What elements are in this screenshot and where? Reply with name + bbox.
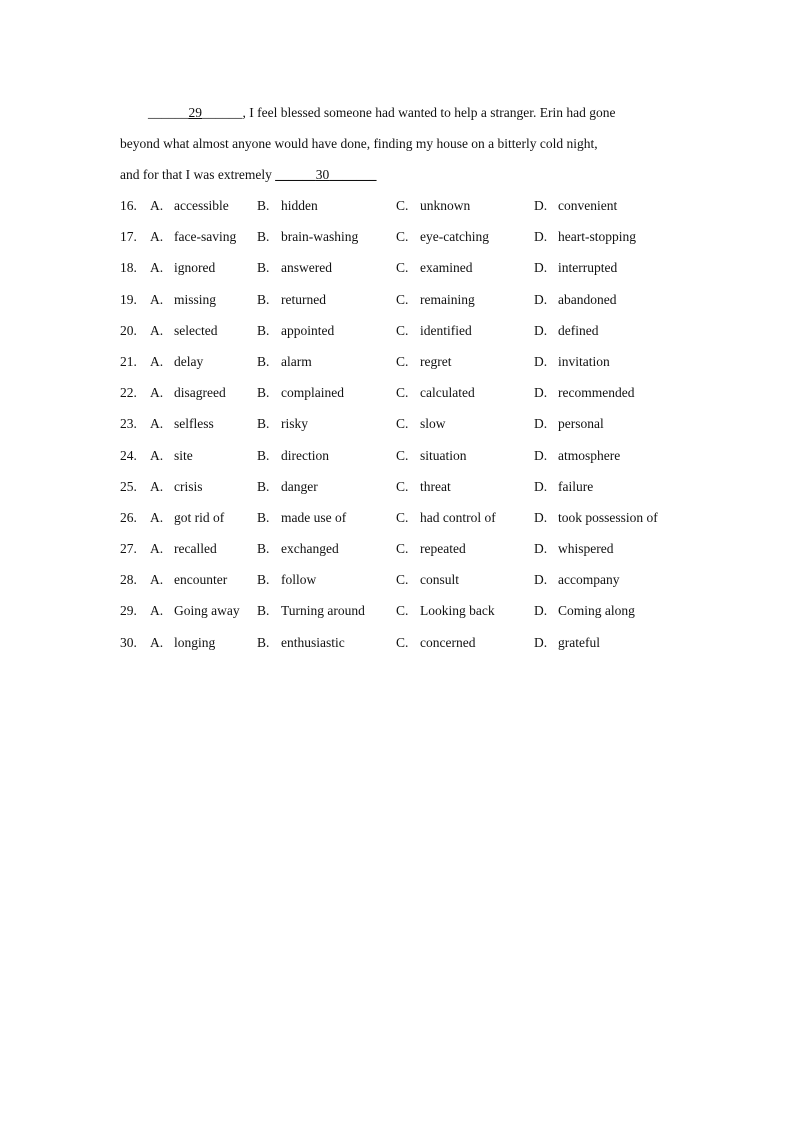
option-letter-a: A.	[150, 229, 164, 245]
option-c: calculated	[420, 385, 475, 401]
option-letter-d: D.	[534, 603, 548, 619]
option-letter-b: B.	[257, 478, 270, 494]
question-number: 22.	[120, 385, 137, 401]
option-d: recommended	[558, 385, 635, 401]
option-a: selected	[174, 322, 218, 338]
option-d: accompany	[558, 572, 620, 588]
option-d: atmosphere	[558, 447, 621, 463]
option-c: eye-catching	[420, 229, 489, 245]
option-letter-b: B.	[257, 572, 270, 588]
option-d: convenient	[558, 198, 618, 213]
option-b: hidden	[281, 198, 318, 213]
option-letter-a: A.	[150, 260, 164, 276]
question-row	[120, 505, 690, 536]
option-letter-b: B.	[257, 198, 270, 213]
question-row	[120, 536, 690, 567]
option-letter-d: D.	[534, 509, 548, 525]
option-letter-b: B.	[257, 291, 270, 307]
option-letter-d: D.	[534, 260, 548, 276]
question-number: 28.	[120, 572, 137, 588]
question-number: 20.	[120, 322, 137, 338]
question-list	[120, 193, 690, 661]
option-letter-b: B.	[257, 353, 270, 369]
option-a: encounter	[174, 572, 228, 588]
question-number: 16.	[120, 198, 137, 213]
question-row	[120, 318, 690, 349]
question-row	[120, 287, 690, 318]
option-letter-c: C.	[396, 509, 409, 525]
question-number: 23.	[120, 416, 137, 432]
option-d: whispered	[558, 541, 614, 557]
option-letter-d: D.	[534, 541, 548, 557]
question-row	[120, 349, 690, 380]
option-b: enthusiastic	[281, 634, 345, 650]
option-letter-b: B.	[257, 541, 270, 557]
option-letter-b: B.	[257, 634, 270, 650]
option-c: had control of	[420, 509, 496, 525]
question-number: 25.	[120, 478, 137, 494]
option-letter-a: A.	[150, 509, 164, 525]
option-letter-a: A.	[150, 541, 164, 557]
option-letter-d: D.	[534, 478, 548, 494]
question-number: 18.	[120, 260, 137, 276]
option-letter-a: A.	[150, 385, 164, 401]
option-letter-a: A.	[150, 416, 164, 432]
option-c: situation	[420, 447, 467, 463]
option-letter-c: C.	[396, 478, 409, 494]
option-c: regret	[420, 353, 452, 369]
option-letter-c: C.	[396, 572, 409, 588]
option-b: returned	[281, 291, 326, 307]
option-letter-b: B.	[257, 509, 270, 525]
passage-line-3	[120, 162, 680, 193]
option-letter-b: B.	[257, 385, 270, 401]
option-letter-a: A.	[150, 634, 164, 650]
option-d: took possession of	[558, 509, 658, 525]
question-number: 17.	[120, 229, 137, 245]
option-letter-d: D.	[534, 322, 548, 338]
option-a: longing	[174, 634, 216, 650]
option-letter-d: D.	[534, 634, 548, 650]
option-d: interrupted	[558, 260, 618, 276]
question-row	[120, 411, 690, 442]
option-letter-d: D.	[534, 385, 548, 401]
option-letter-a: A.	[150, 572, 164, 588]
option-c: Looking back	[420, 603, 495, 619]
option-b: made use of	[281, 509, 347, 525]
option-d: Coming along	[558, 603, 635, 619]
option-letter-d: D.	[534, 291, 548, 307]
option-letter-a: A.	[150, 478, 164, 494]
blank-29: ______29______	[148, 105, 243, 120]
option-letter-c: C.	[396, 416, 409, 432]
passage-line-2: beyond what almost anyone would have done, finding my house on a bitterly cold night,	[120, 136, 598, 151]
option-b: brain-washing	[281, 229, 359, 245]
option-a: disagreed	[174, 385, 226, 401]
option-letter-d: D.	[534, 416, 548, 432]
option-c: examined	[420, 260, 473, 276]
option-c: slow	[420, 416, 446, 432]
option-b: follow	[281, 572, 317, 588]
blank-30: ______30_______	[275, 167, 377, 182]
option-letter-c: C.	[396, 603, 409, 619]
option-a: accessible	[174, 198, 229, 213]
option-letter-d: D.	[534, 447, 548, 463]
question-number: 24.	[120, 447, 137, 463]
option-letter-c: C.	[396, 291, 409, 307]
option-letter-c: C.	[396, 541, 409, 557]
option-letter-a: A.	[150, 603, 164, 619]
question-number: 19.	[120, 291, 137, 307]
option-letter-c: C.	[396, 322, 409, 338]
option-letter-b: B.	[257, 322, 270, 338]
option-letter-c: C.	[396, 385, 409, 401]
passage	[120, 100, 680, 193]
option-letter-d: D.	[534, 572, 548, 588]
option-a: delay	[174, 353, 204, 369]
option-letter-a: A.	[150, 198, 164, 213]
option-b: risky	[281, 416, 308, 432]
passage-line-1	[120, 100, 680, 131]
question-row	[120, 193, 690, 224]
question-row	[120, 630, 690, 661]
option-d: defined	[558, 322, 599, 338]
option-b: complained	[281, 385, 344, 401]
option-c: concerned	[420, 634, 476, 650]
option-a: Going away	[174, 603, 240, 619]
option-c: repeated	[420, 541, 466, 557]
option-a: selfless	[174, 416, 214, 432]
question-number: 26.	[120, 509, 137, 525]
question-row	[120, 443, 690, 474]
option-b: danger	[281, 478, 318, 494]
option-letter-c: C.	[396, 260, 409, 276]
option-c: unknown	[420, 198, 471, 213]
option-a: face-saving	[174, 229, 237, 245]
option-letter-b: B.	[257, 260, 270, 276]
option-letter-c: C.	[396, 447, 409, 463]
option-letter-d: D.	[534, 229, 548, 245]
passage-text: , I feel blessed someone had wanted to help a stranger. Erin had gone	[242, 105, 616, 120]
question-number: 29.	[120, 603, 137, 619]
question-number: 21.	[120, 353, 137, 369]
option-a: got rid of	[174, 509, 225, 525]
option-letter-d: D.	[534, 198, 548, 213]
option-letter-c: C.	[396, 229, 409, 245]
option-c: threat	[420, 478, 451, 494]
option-a: ignored	[174, 260, 216, 276]
option-b: answered	[281, 260, 332, 276]
option-a: recalled	[174, 541, 217, 557]
question-row	[120, 255, 690, 286]
option-c: remaining	[420, 291, 475, 307]
option-d: heart-stopping	[558, 229, 636, 245]
option-letter-b: B.	[257, 447, 270, 463]
option-letter-c: C.	[396, 198, 409, 213]
option-b: appointed	[281, 322, 335, 338]
passage-text: and for that I was extremely	[120, 167, 276, 182]
option-a: missing	[174, 291, 217, 307]
question-row	[120, 567, 690, 598]
option-a: crisis	[174, 478, 203, 494]
option-letter-a: A.	[150, 447, 164, 463]
option-c: identified	[420, 322, 472, 338]
option-letter-b: B.	[257, 229, 270, 245]
question-row	[120, 474, 690, 505]
option-d: abandoned	[558, 291, 617, 307]
option-letter-c: C.	[396, 353, 409, 369]
option-letter-a: A.	[150, 322, 164, 338]
question-row	[120, 380, 690, 411]
option-letter-d: D.	[534, 353, 548, 369]
question-row	[120, 598, 690, 629]
option-b: Turning around	[281, 603, 365, 619]
option-b: direction	[281, 447, 329, 463]
option-letter-b: B.	[257, 416, 270, 432]
option-letter-c: C.	[396, 634, 409, 650]
question-number: 27.	[120, 541, 137, 557]
option-d: failure	[558, 478, 594, 494]
option-a: site	[174, 447, 193, 463]
option-letter-a: A.	[150, 291, 164, 307]
option-d: personal	[558, 416, 604, 432]
option-b: exchanged	[281, 541, 339, 557]
question-row	[120, 224, 690, 255]
option-b: alarm	[281, 353, 312, 369]
option-letter-b: B.	[257, 603, 270, 619]
question-number: 30.	[120, 634, 137, 650]
option-c: consult	[420, 572, 459, 588]
option-d: grateful	[558, 634, 600, 650]
option-letter-a: A.	[150, 353, 164, 369]
option-d: invitation	[558, 353, 610, 369]
